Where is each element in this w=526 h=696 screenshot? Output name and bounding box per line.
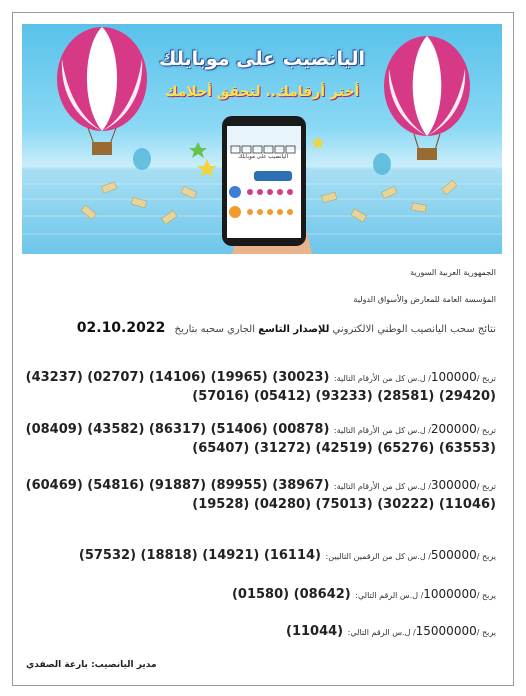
prize-numbers: (38967) (89955) (91887) (54816) (60469) xyxy=(25,478,330,493)
prize-prefix: يربح / xyxy=(476,552,496,561)
prize-row xyxy=(286,624,496,639)
prize-numbers-line2: (29420) (28581) (93233) (05412) (57016) xyxy=(192,389,496,404)
prize-numbers: (08642) (01580) xyxy=(231,587,351,602)
institution-name: المؤسسة العامة للمعارض والأسواق الدولية xyxy=(353,295,496,304)
prize-row xyxy=(26,478,496,493)
country-name: الجمهورية العربية السورية xyxy=(410,268,496,277)
phone-icon xyxy=(222,116,306,246)
prize-prefix: تربح / xyxy=(476,374,496,383)
prize-row xyxy=(26,422,496,437)
prize-numbers: (00878) (51406) (86317) (43582) (08409) xyxy=(25,422,330,437)
prize-label: / ل.س كل من الأرقام التالية: xyxy=(333,482,431,491)
prize-amount: 500000 xyxy=(430,548,477,562)
phone-pick-button: أختر أرقامك xyxy=(260,198,286,204)
prize-numbers: (11044) xyxy=(285,624,344,639)
banner-subtitle: أختر أرقامك.. لتحقق أحلامك xyxy=(164,84,360,100)
prize-amount: 1000000 xyxy=(423,587,477,601)
prize-numbers: (16114) (14921) (18818) (57532) xyxy=(78,548,321,563)
prize-amount: 300000 xyxy=(430,478,477,492)
prize-amount: 100000 xyxy=(430,370,477,384)
lottery-manager: مدير اليانصيب: بارعة الصفدي xyxy=(26,660,157,670)
draw-title-edition: للإصدار التاسع xyxy=(258,324,330,335)
prize-label: / ل.س كل من الرقمين التاليين: xyxy=(325,552,431,561)
prize-label: / ل.س الرقم التالي: xyxy=(355,591,424,600)
prize-label: / ل.س الرقم التالي: xyxy=(347,628,416,637)
draw-title-prefix: نتائج سحب اليانصيب الوطني الالكتروني xyxy=(332,324,496,335)
prize-row xyxy=(232,587,496,602)
prize-label: / ل.س كل من الأرقام التالية: xyxy=(333,426,431,435)
draw-title-suffix: الجاري سحبه بتاريخ xyxy=(174,324,255,335)
prize-numbers-line2: (11046) (30222) (75013) (04280) (19528) xyxy=(192,497,496,512)
prize-amount: 15000000 xyxy=(415,624,477,638)
draw-title xyxy=(77,320,496,336)
draw-date: 02.10.2022 xyxy=(76,320,166,336)
phone-screen-title: اليانصيب على موبايلك xyxy=(237,154,289,160)
banner-title: اليانصيب على موبايلك xyxy=(159,48,365,70)
prize-prefix: تربح / xyxy=(476,482,496,491)
prize-prefix: يربح / xyxy=(476,591,496,600)
prize-row xyxy=(26,370,496,385)
prize-numbers-line2: (63553) (65276) (42519) (31272) (65407) xyxy=(192,441,496,456)
prize-amount: 200000 xyxy=(430,422,477,436)
prize-label: / ل.س كل من الأرقام التالية: xyxy=(333,374,431,383)
prize-prefix: تربح / xyxy=(476,426,496,435)
prize-prefix: يربح / xyxy=(476,628,496,637)
prize-numbers: (30023) (19965) (14106) (02707) (43237) xyxy=(25,370,330,385)
prize-row xyxy=(79,548,496,563)
lottery-banner xyxy=(22,24,502,254)
